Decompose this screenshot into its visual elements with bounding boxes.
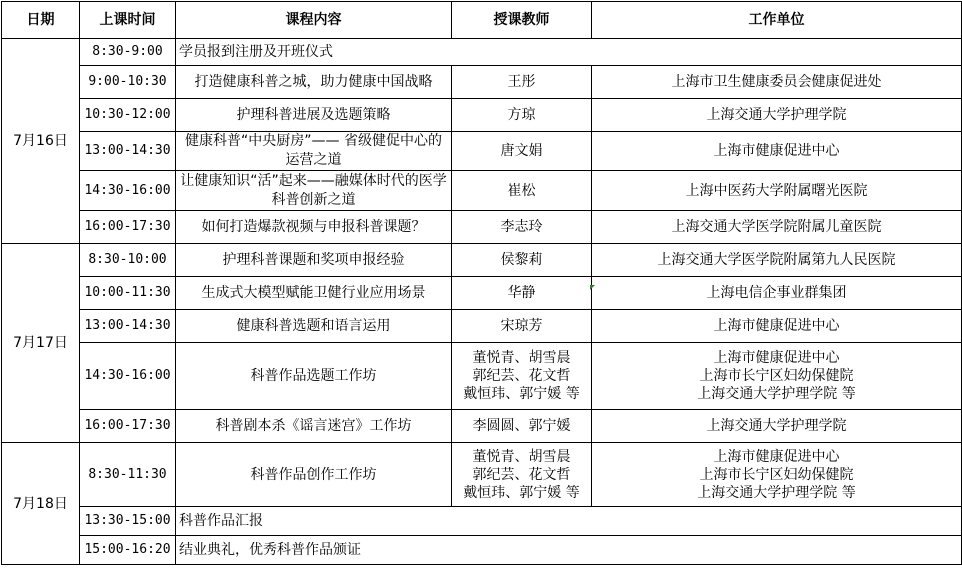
course-schedule-table xyxy=(1,1,962,565)
unit-line: 上海市健康促进中心 xyxy=(713,350,840,366)
teacher-cell: 李志玲 xyxy=(452,211,592,244)
topic-cell: 科普作品选题工作坊 xyxy=(176,343,452,410)
table-row xyxy=(2,277,962,310)
topic-cell: 健康科普“中央厨房”—— 省级健促中心的运营之道 xyxy=(176,132,452,171)
time-cell: 8:30-9:00 xyxy=(80,39,176,66)
teacher-cell: 李圆圆、郭宁媛 xyxy=(452,410,592,443)
topic-cell: 护理科普进展及选题策略 xyxy=(176,99,452,132)
topic-cell: 科普作品创作工作坊 xyxy=(176,443,452,507)
merged-topic-cell: 科普作品汇报 xyxy=(176,507,962,536)
header-unit: 工作单位 xyxy=(592,2,962,39)
date-cell: 7月17日 xyxy=(2,244,80,443)
time-cell: 14:30-16:00 xyxy=(80,171,176,211)
unit-cell xyxy=(592,443,962,507)
topic-cell: 让健康知识“活”起来——融媒体时代的医学科普创新之道 xyxy=(176,171,452,211)
teacher-line: 董悦青、胡雪晨 xyxy=(472,350,571,366)
teacher-cell: 崔松 xyxy=(452,171,592,211)
unit-cell: 上海交通大学护理学院 xyxy=(592,410,962,443)
teacher-line: 郭纪芸、花文哲 xyxy=(472,368,571,384)
teacher-cell xyxy=(452,443,592,507)
teacher-line: 郭纪芸、花文哲 xyxy=(472,466,571,483)
table-row xyxy=(2,171,962,211)
teacher-line: 戴恒玮、郭宁媛 等 xyxy=(463,484,580,501)
topic-cell: 科普剧本杀《谣言迷宫》工作坊 xyxy=(176,410,452,443)
time-cell: 10:00-11:30 xyxy=(80,277,176,310)
time-cell: 14:30-16:00 xyxy=(80,343,176,410)
unit-cell: 上海交通大学护理学院 xyxy=(592,99,962,132)
teacher-cell xyxy=(452,343,592,410)
topic-cell: 护理科普课题和奖项申报经验 xyxy=(176,244,452,277)
table-row xyxy=(2,443,962,507)
time-cell: 13:30-15:00 xyxy=(80,507,176,536)
unit-cell: 上海交通大学医学院附属第九人民医院 xyxy=(592,244,962,277)
table-row xyxy=(2,343,962,410)
header-teacher: 授课教师 xyxy=(452,2,592,39)
topic-cell: 健康科普选题和语言运用 xyxy=(176,310,452,343)
unit-cell: 上海电信企事业群集团 xyxy=(592,277,962,310)
table-row xyxy=(2,66,962,99)
time-cell: 13:00-14:30 xyxy=(80,132,176,171)
date-cell: 7月18日 xyxy=(2,443,80,565)
header-date: 日期 xyxy=(2,2,80,39)
table-row xyxy=(2,536,962,565)
unit-cell: 上海市健康促进中心 xyxy=(592,132,962,171)
unit-cell xyxy=(592,343,962,410)
unit-line: 上海交通大学护理学院 等 xyxy=(697,484,856,501)
table-row xyxy=(2,99,962,132)
date-cell: 7月16日 xyxy=(2,39,80,244)
table-row xyxy=(2,410,962,443)
time-cell: 8:30-11:30 xyxy=(80,443,176,507)
unit-cell: 上海市健康促进中心 xyxy=(592,310,962,343)
unit-cell: 上海中医药大学附属曙光医院 xyxy=(592,171,962,211)
header-row xyxy=(2,2,962,39)
time-cell: 13:00-14:30 xyxy=(80,310,176,343)
topic-cell: 打造健康科普之城，助力健康中国战略 xyxy=(176,66,452,99)
time-cell: 8:30-10:00 xyxy=(80,244,176,277)
teacher-cell: 王彤 xyxy=(452,66,592,99)
header-topic: 课程内容 xyxy=(176,2,452,39)
teacher-line: 董悦青、胡雪晨 xyxy=(472,448,571,465)
table-row xyxy=(2,310,962,343)
table-row xyxy=(2,507,962,536)
time-cell: 9:00-10:30 xyxy=(80,66,176,99)
table-row xyxy=(2,132,962,171)
time-cell: 16:00-17:30 xyxy=(80,410,176,443)
unit-line: 上海市长宁区妇幼保健院 xyxy=(699,368,854,384)
time-cell: 15:00-16:20 xyxy=(80,536,176,565)
merged-topic-cell: 结业典礼，优秀科普作品颁证 xyxy=(176,536,962,565)
unit-cell: 上海市卫生健康委员会健康促进处 xyxy=(592,66,962,99)
time-cell: 10:30-12:00 xyxy=(80,99,176,132)
cell-comment-marker xyxy=(590,285,595,290)
unit-line: 上海交通大学护理学院 等 xyxy=(697,386,856,402)
table-row xyxy=(2,211,962,244)
unit-line: 上海市长宁区妇幼保健院 xyxy=(699,466,854,483)
header-time: 上课时间 xyxy=(80,2,176,39)
teacher-cell: 宋琼芳 xyxy=(452,310,592,343)
merged-topic-cell: 学员报到注册及开班仪式 xyxy=(176,39,962,66)
topic-cell: 生成式大模型赋能卫健行业应用场景 xyxy=(176,277,452,310)
teacher-line: 戴恒玮、郭宁媛 等 xyxy=(463,386,580,402)
time-cell: 16:00-17:30 xyxy=(80,211,176,244)
topic-cell: 如何打造爆款视频与申报科普课题？ xyxy=(176,211,452,244)
teacher-cell: 方琼 xyxy=(452,99,592,132)
teacher-cell: 唐文娟 xyxy=(452,132,592,171)
unit-cell: 上海交通大学医学院附属儿童医院 xyxy=(592,211,962,244)
table-row xyxy=(2,39,962,66)
unit-line: 上海市健康促进中心 xyxy=(713,448,840,465)
teacher-cell: 华静 xyxy=(452,277,592,310)
teacher-cell: 侯黎莉 xyxy=(452,244,592,277)
table-row xyxy=(2,244,962,277)
